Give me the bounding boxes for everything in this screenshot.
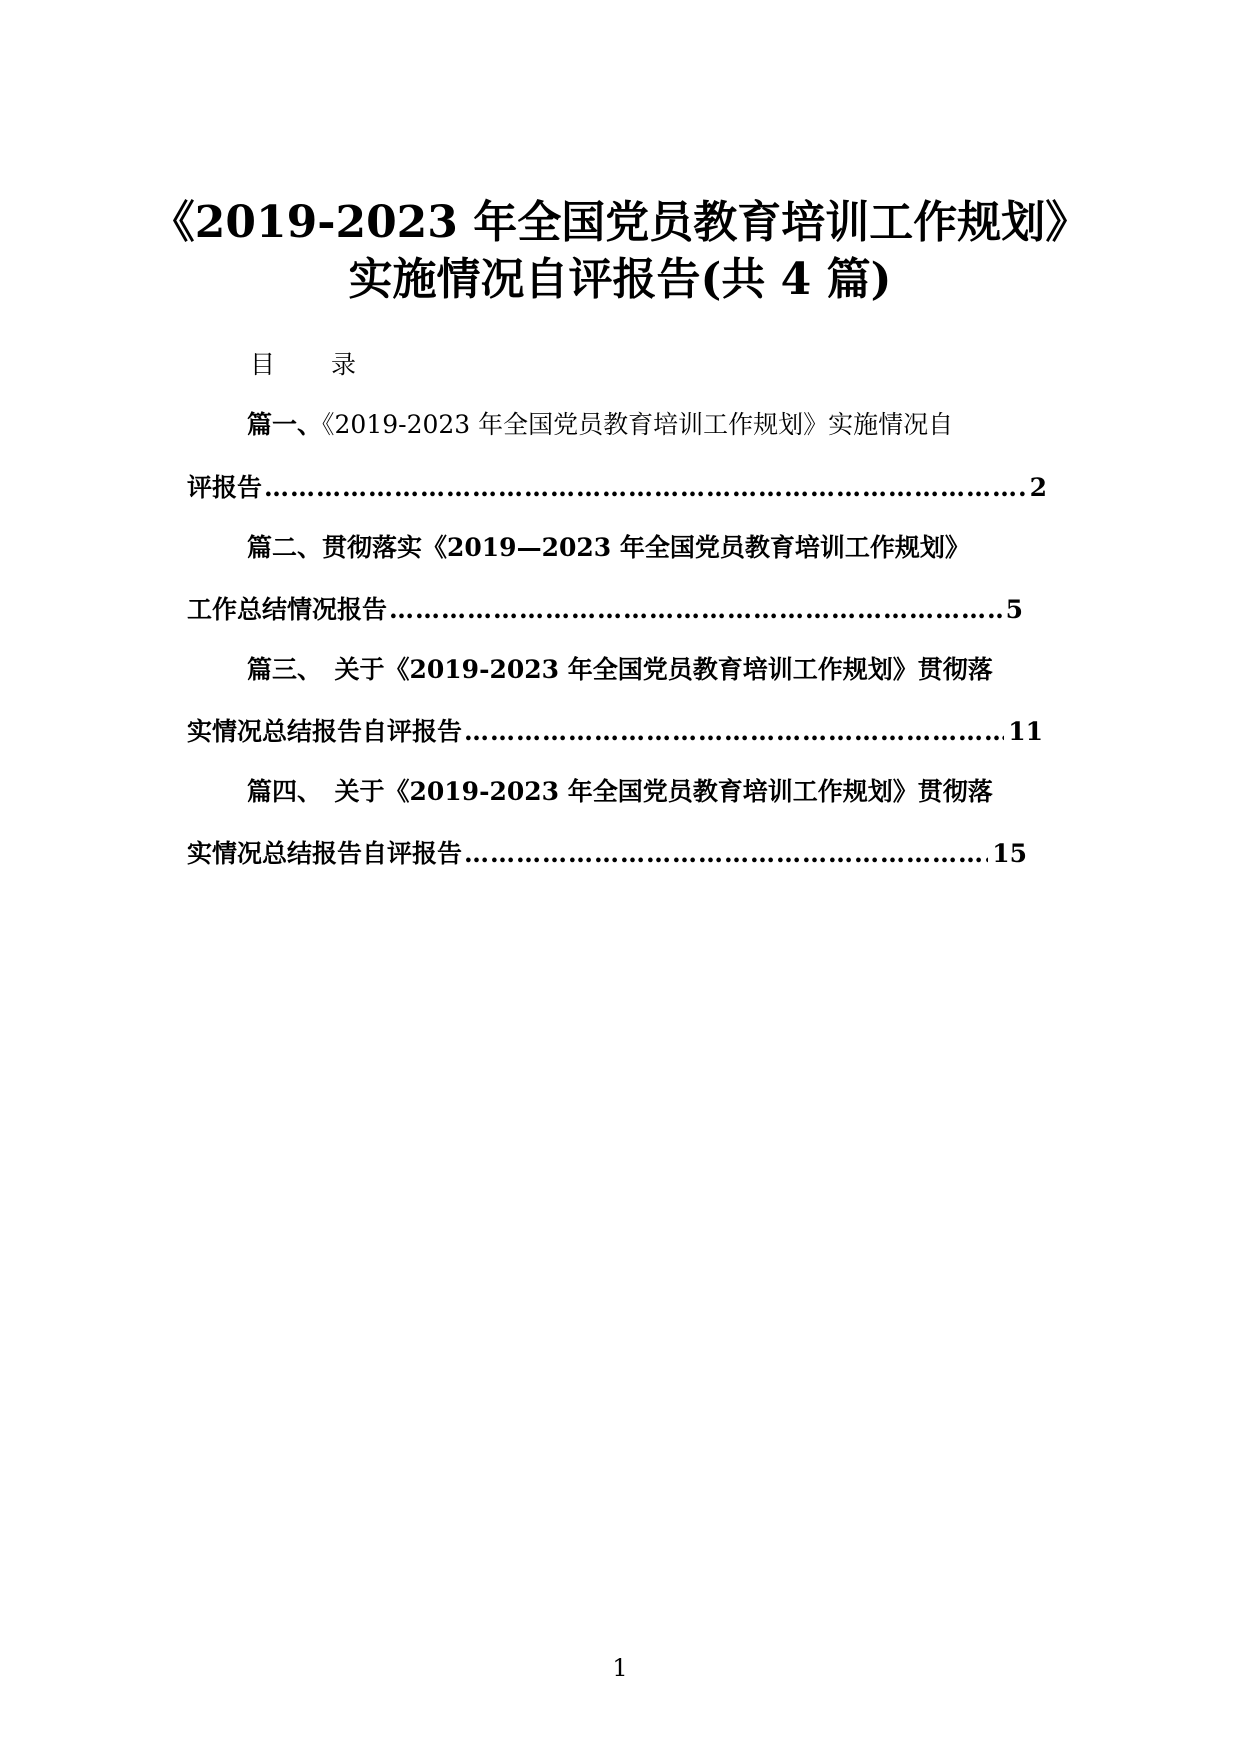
toc-entry-4-line-2[interactable]: [187, 836, 1027, 872]
toc-entry-1-title: 《2019-2023 年全国党员教育培训工作规划》实施情况自: [322, 410, 954, 439]
toc-entry-3-page: 11: [1008, 717, 1043, 746]
toc-entry-4-page: 15: [992, 839, 1027, 868]
toc-entry-1-label: 篇一、: [247, 410, 323, 439]
toc-entry-4-line-1[interactable]: [247, 774, 993, 810]
toc-entry-2-title-cont: 工作总结情况报告: [187, 595, 388, 624]
page-number: 1: [612, 1654, 628, 1682]
toc-entry-1-line-1[interactable]: [247, 407, 953, 443]
toc-entry-3-leader: [464, 714, 1004, 750]
toc-entry-2-line-2[interactable]: [187, 592, 1023, 628]
toc-entry-4-leader: [464, 836, 988, 872]
toc-entry-3-title-cont: 实情况总结报告自评报告: [187, 717, 463, 746]
document-title-line-1: 《2019-2023 年全国党员教育培训工作规划》: [150, 197, 1090, 248]
toc-entry-2-page: 5: [1005, 595, 1023, 624]
toc-entry-3-title: 篇三、 关于《2019-2023 年全国党员教育培训工作规划》贯彻落: [247, 655, 993, 684]
toc-entry-2-line-1[interactable]: [247, 530, 970, 566]
toc-entry-1-page: 2: [1029, 473, 1047, 502]
toc-entry-2-leader: [389, 592, 1002, 628]
toc-entry-3-line-2[interactable]: [187, 714, 1043, 750]
toc-entry-4-title-cont: 实情况总结报告自评报告: [187, 839, 463, 868]
toc-entry-4-title: 篇四、 关于《2019-2023 年全国党员教育培训工作规划》贯彻落: [247, 777, 993, 806]
toc-entry-2-title: 篇二、贯彻落实《2019—2023 年全国党员教育培训工作规划》: [247, 533, 970, 562]
toc-entry-3-line-1[interactable]: [247, 652, 993, 688]
toc-entry-1-title-cont: 评报告: [187, 473, 263, 502]
document-title-line-2: 实施情况自评报告(共 4 篇): [348, 254, 892, 305]
toc-entry-1-line-2[interactable]: [187, 470, 1047, 506]
toc-heading: 目 录: [250, 350, 380, 379]
toc-entry-1-leader: [264, 470, 1026, 506]
